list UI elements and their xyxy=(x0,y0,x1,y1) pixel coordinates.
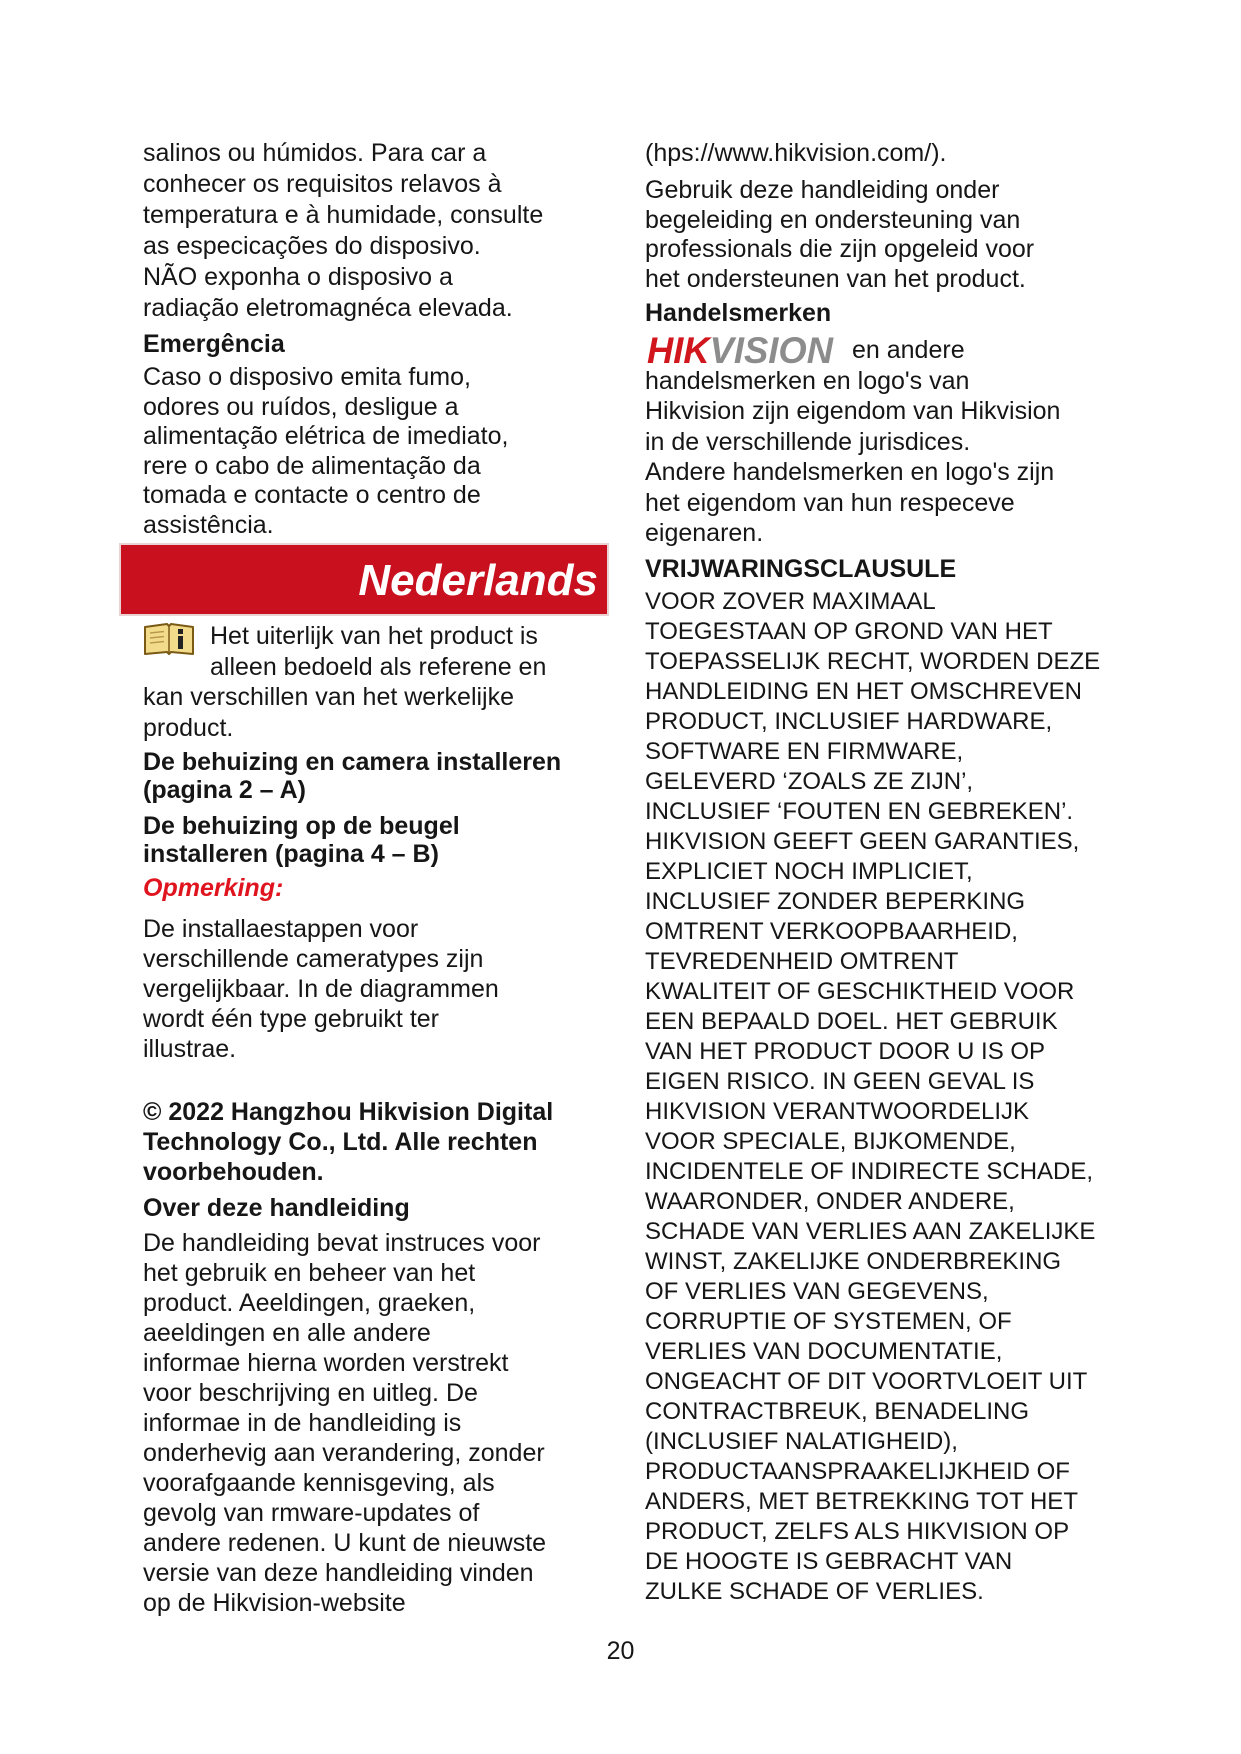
disclaimer-line: ONGEACHT OF DIT VOORTVLOEIT UIT xyxy=(645,1368,1088,1395)
trademarks-paragraph xyxy=(645,335,1060,549)
paragraph-line: voorafgaande kennisgeving, als xyxy=(143,1469,495,1497)
disclaimer-line: PRODUCT, INCLUSIEF HARDWARE, xyxy=(645,708,1053,735)
about-manual-heading: Over deze handleiding xyxy=(143,1194,410,1222)
paragraph-line: en andere xyxy=(852,336,965,364)
copyright-line: Technology Co., Ltd. Alle rechten xyxy=(143,1128,538,1156)
disclaimer-line: PRODUCT, ZELFS ALS HIKVISION OP xyxy=(645,1518,1070,1545)
paragraph-line: temperatura e à humidade, consulte xyxy=(143,201,544,229)
heading-line: De behuizing op de beugel xyxy=(143,812,460,840)
disclaimer-line: EXPLICIET NOCH IMPLICIET, xyxy=(645,858,973,885)
paragraph-line: andere redenen. U kunt de nieuwste xyxy=(143,1529,547,1557)
logo-part-vision: VISION xyxy=(709,333,836,369)
copyright-line: voorbehouden. xyxy=(143,1158,324,1186)
disclaimer-line: TOEGESTAAN OP GROND VAN HET xyxy=(645,618,1053,645)
paragraph-line: as especicações do disposivo. xyxy=(143,232,481,260)
paragraph-line: op de Hikvision-website xyxy=(143,1589,406,1617)
environment-warning-paragraph xyxy=(143,138,543,324)
page-number: 20 xyxy=(606,1637,635,1665)
install-housing-bracket-heading xyxy=(143,812,460,868)
disclaimer-line: PRODUCTAANSPRAAKELIJKHEID OF xyxy=(645,1458,1070,1485)
paragraph-line: verschillende cameratypes zijn xyxy=(143,945,484,973)
paragraph-line: illustrae. xyxy=(143,1035,237,1063)
disclaimer-line: INCLUSIEF ZONDER BEPERKING xyxy=(645,888,1026,915)
disclaimer-line: TEVREDENHEID OMTRENT xyxy=(645,948,959,975)
trademarks-heading: Handelsmerken xyxy=(645,299,832,327)
paragraph-line: eigenaren. xyxy=(645,519,764,547)
paragraph-line: wordt één type gebruikt ter xyxy=(143,1005,439,1033)
disclaimer-line: VOOR ZOVER MAXIMAAL xyxy=(645,588,936,615)
paragraph-line: vergelijkbaar. In de diagrammen xyxy=(143,975,499,1003)
paragraph-line: Hikvision zijn eigendom van Hikvision xyxy=(645,397,1061,425)
paragraph-line: alimentação elétrica de imediato, xyxy=(143,422,509,450)
section-title: Nederlands xyxy=(358,556,598,605)
remark-paragraph xyxy=(143,914,499,1064)
paragraph-line: salinos ou húmidos. Para car a xyxy=(143,139,487,167)
disclaimer-line: EIGEN RISICO. IN GEEN GEVAL IS xyxy=(645,1068,1035,1095)
paragraph-line: informae hierna worden verstrekt xyxy=(143,1349,509,1377)
disclaimer-line: WINST, ZAKELIJKE ONDERBREKING xyxy=(645,1248,1062,1275)
usage-paragraph xyxy=(645,176,1034,294)
paragraph-line: begeleiding en ondersteuning van xyxy=(645,205,1021,234)
heading-line: installeren (pagina 4 – B) xyxy=(143,840,439,868)
paragraph-line: rere o cabo de alimentação da xyxy=(143,451,481,480)
paragraph-line: het ondersteunen van het product. xyxy=(645,264,1026,293)
disclaimer-line: HIKVISION VERANTWOORDELIJK xyxy=(645,1098,1030,1125)
paragraph-line: onderhevig aan verandering, zonder xyxy=(143,1439,545,1467)
logo-part-hik: HIK xyxy=(647,333,711,369)
disclaimer-line: VERLIES VAN DOCUMENTATIE, xyxy=(645,1338,1003,1365)
paragraph-line: assistência. xyxy=(143,510,274,539)
disclaimer-line: INCLUSIEF ‘FOUTEN EN GEBREKEN’. xyxy=(645,798,1074,825)
copyright-notice xyxy=(143,1097,553,1187)
disclaimer-line: HANDLEIDING EN HET OMSCHREVEN xyxy=(645,678,1082,705)
disclaimer-line: OF VERLIES VAN GEGEVENS, xyxy=(645,1278,989,1305)
disclaimer-paragraph xyxy=(645,587,1100,1607)
paragraph-line: product. Aeeldingen, graeken, xyxy=(143,1289,476,1317)
paragraph-line: in de verschillende jurisdices. xyxy=(645,427,971,456)
paragraph-line: voor beschrijving en uitleg. De xyxy=(143,1379,478,1407)
disclaimer-line: VAN HET PRODUCT DOOR U IS OP xyxy=(645,1038,1046,1065)
paragraph-line: kan verschillen van het werkelijke xyxy=(143,683,515,711)
paragraph-line: Andere handelsmerken en logo's zijn xyxy=(645,458,1055,486)
paragraph-line: handelsmerken en logo's van xyxy=(645,366,970,395)
disclaimer-line: WAARONDER, ONDER ANDERE, xyxy=(645,1188,1015,1215)
disclaimer-line: EEN BEPAALD DOEL. HET GEBRUIK xyxy=(645,1008,1058,1035)
disclaimer-line: KWALITEIT OF GESCHIKTHEID VOOR xyxy=(645,978,1075,1005)
disclaimer-line: TOEPASSELIJK RECHT, WORDEN DEZE xyxy=(645,648,1101,675)
paragraph-line: Het uiterlijk van het product is xyxy=(210,622,538,650)
about-manual-paragraph xyxy=(143,1228,546,1618)
disclaimer-line: DE HOOGTE IS GEBRACHT VAN xyxy=(645,1548,1013,1575)
paragraph-line: conhecer os requisitos relavos à xyxy=(143,170,502,198)
paragraph-line: De handleiding bevat instruces voor xyxy=(143,1229,541,1257)
disclaimer-line: OMTRENT VERKOOPBAARHEID, xyxy=(645,918,1018,945)
paragraph-line: Gebruik deze handleiding onder xyxy=(645,176,1000,204)
website-url: (hps://www.hikvision.com/). xyxy=(645,139,947,167)
disclaimer-line: GELEVERD ‘ZOALS ZE ZIJN’, xyxy=(645,768,974,795)
paragraph-line: tomada e contacte o centro de xyxy=(143,481,481,509)
disclaimer-heading: VRIJWARINGSCLAUSULE xyxy=(645,555,957,583)
disclaimer-line: (INCLUSIEF NALATIGHEID), xyxy=(645,1428,958,1455)
disclaimer-line: ANDERS, MET BETREKKING TOT HET xyxy=(645,1488,1078,1515)
emergency-paragraph xyxy=(143,363,508,540)
paragraph-line: alleen bedoeld als referene en xyxy=(210,652,547,681)
heading-line: De behuizing en camera installeren xyxy=(143,748,562,776)
copyright-line: © 2022 Hangzhou Hikvision Digital xyxy=(143,1098,554,1126)
disclaimer-line: CORRUPTIE OF SYSTEMEN, OF xyxy=(645,1308,1012,1335)
disclaimer-line: VOOR SPECIALE, BIJKOMENDE, xyxy=(645,1128,1016,1155)
appearance-note xyxy=(143,621,546,743)
paragraph-line: professionals die zijn opgeleid voor xyxy=(645,235,1035,263)
paragraph-line: NÃO exponha o disposivo a xyxy=(143,263,453,291)
paragraph-line: De installaestappen voor xyxy=(143,915,419,943)
install-housing-camera-heading xyxy=(143,748,561,804)
disclaimer-line: ZULKE SCHADE OF VERLIES. xyxy=(645,1578,984,1605)
paragraph-line: versie van deze handleiding vinden xyxy=(143,1559,534,1587)
paragraph-line: gevolg van rmware-updates of xyxy=(143,1499,480,1527)
disclaimer-line: SOFTWARE EN FIRMWARE, xyxy=(645,738,964,765)
paragraph-line: het gebruik en beheer van het xyxy=(143,1259,476,1287)
paragraph-line: radiação eletromagnéca elevada. xyxy=(143,294,513,322)
disclaimer-line: CONTRACTBREUK, BENADELING xyxy=(645,1398,1030,1425)
disclaimer-line: HIKVISION GEEFT GEEN GARANTIES, xyxy=(645,828,1080,855)
paragraph-line: informae in de handleiding is xyxy=(143,1409,462,1437)
paragraph-line: aeeldingen en alle andere xyxy=(143,1319,431,1347)
emergency-heading: Emergência xyxy=(143,330,285,358)
paragraph-line: odores ou ruídos, desligue a xyxy=(143,392,459,421)
heading-line: (pagina 2 – A) xyxy=(143,776,306,804)
paragraph-line: het eigendom van hun respeceve xyxy=(645,488,1015,517)
remark-label: Opmerking: xyxy=(143,874,284,902)
paragraph-line: Caso o disposivo emita fumo, xyxy=(143,363,471,391)
disclaimer-line: INCIDENTELE OF INDIRECTE SCHADE, xyxy=(645,1158,1094,1185)
paragraph-line: product. xyxy=(143,713,234,742)
disclaimer-line: SCHADE VAN VERLIES AAN ZAKELIJKE xyxy=(645,1218,1096,1245)
language-section-banner xyxy=(121,545,607,614)
